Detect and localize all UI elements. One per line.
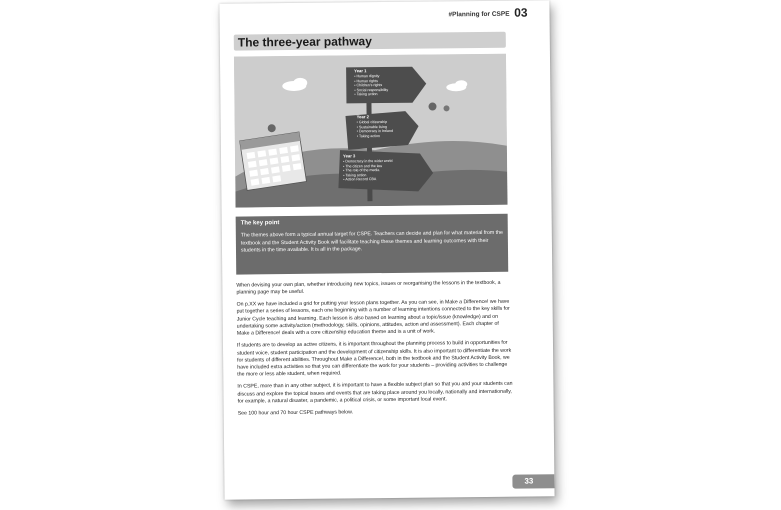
body-text bbox=[236, 280, 513, 423]
year-1-list: Year 1 • Human dignity • Human rights • Children's rights • Social responsibility • Taking action bbox=[354, 68, 389, 97]
key-point-body: The themes above form a typical annual target for CSPE. Teachers can decide and plan for what material from the textbook and the Student Activity Book will facilitate teaching these themes and learning outcomes with their students in the time available. It is all in the package. bbox=[240, 229, 503, 254]
paragraph: If students are to develop as active citizens, it is important throughout the planning process to build in opportunities for student voice, student participation and the development of citizenship skills. It is also important to differentiate the work for students of different abilities. Throughout Make a Difference!, both in the textbook and the Student Activity Book, we have included extra activities so that you can differentiate the work for your students – providing activities to challenge the more or less able student, when required. bbox=[236, 340, 512, 379]
document-page bbox=[219, 0, 554, 499]
paragraph: When devising your own plan, whether introducing new topics, issues or reorganising the lessons in the textbook, a planning page may be useful. bbox=[236, 279, 501, 296]
chapter-number: 03 bbox=[514, 5, 528, 20]
key-point-box bbox=[236, 214, 509, 275]
title-bar bbox=[234, 32, 506, 51]
year-3-list: Year 3 • Democracy in the wider world • The citizen and the law • The role of the media • Taking action • Action Record CBA bbox=[342, 153, 393, 182]
paragraph: On p.XX we have included a grid for putting your lesson plans together. As you can see, in Make a Difference! we have put together a series of lessons, each one beginning with a number of learning intentions connected to the key skills for Junior Cycle teaching and learning. Each lesson is also based on learning about a topic/issue (knowledge) and on undertaking some activity/action (methodology, skills, opinions, attitudes, action and assessment). Each chapter of Make a Difference! deals with a core citizenship education theme and is a unit of work. bbox=[236, 298, 510, 337]
page-title: The three-year pathway bbox=[237, 34, 372, 50]
list-item: • Democracy in the wider world bbox=[343, 159, 393, 164]
pathway-illustration bbox=[234, 54, 508, 208]
paragraph: In CSPE, more than in any other subject, it is important to have a flexible subject plan so that you and your students can discuss and explore the topical issues and events that are taking place around you locally, nationally and internationally, for example, a natural disaster, a pandemic, a political crisis, or some important local event. bbox=[237, 381, 513, 405]
key-point-title: The key point bbox=[240, 220, 280, 227]
list-item: • Human dignity bbox=[354, 74, 380, 79]
list-item: • Taking action bbox=[354, 92, 378, 97]
section-header: #Planning for CSPE bbox=[448, 10, 510, 19]
list-item: • Children's rights bbox=[354, 83, 383, 88]
list-item: • Global citizenship bbox=[356, 120, 388, 125]
list-item: • Democracy in Ireland bbox=[356, 129, 394, 134]
page-number-tab bbox=[512, 474, 554, 488]
list-item: • Social responsibility bbox=[354, 87, 389, 92]
list-item: • Sustainable living bbox=[356, 124, 387, 130]
list-item: • The role of the media bbox=[343, 168, 380, 173]
year-2-list: Year 2 • Global citizenship • Sustainable living • Democracy in Ireland • Taking action bbox=[356, 114, 394, 138]
list-item: • Taking action bbox=[356, 133, 381, 138]
list-item: • Taking action bbox=[343, 172, 367, 178]
paragraph: See 100 hour and 70 hour CSPE pathways below. bbox=[237, 409, 354, 417]
page-number: 33 bbox=[524, 476, 534, 486]
list-item: • The citizen and the law bbox=[343, 163, 383, 169]
list-item: • Human rights bbox=[354, 78, 378, 84]
list-item: • Action Record CBA bbox=[343, 177, 377, 182]
